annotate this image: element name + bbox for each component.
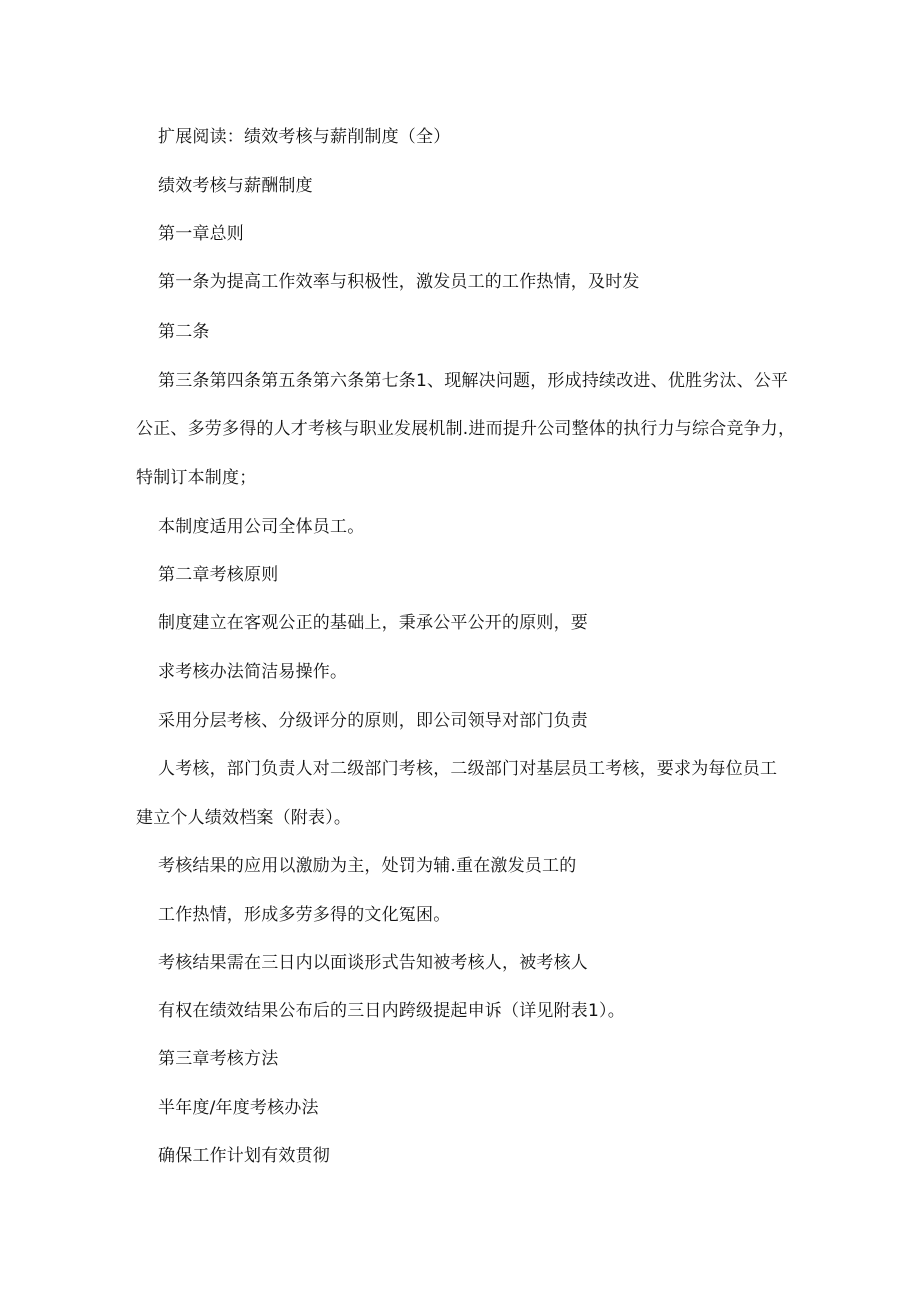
scope-text: 本制度适用公司全体员工。 [158,517,365,537]
principle-text: 考核结果需在三日内以面谈形式告知被考核人，被考核人 [158,953,588,973]
paragraph-continuation: 建立个人绩效档案（附表）。 [136,808,352,828]
article-2-text: 第二条 [158,322,210,342]
document-title: 绩效考核与薪酬制度 [158,176,313,196]
principle-text: 工作热情，形成多劳多得的文化冤困。 [158,905,451,925]
chapter-2-heading: 第二章考核原则 [158,565,279,585]
heading-extended-reading: 扩展阅读：绩效考核与薪削制度（全） [158,127,451,147]
principle-text: 有权在绩效结果公布后的三日内跨级提起申诉（详见附表1）。 [158,1001,625,1021]
chapter-3-heading: 第三章考核方法 [158,1049,279,1069]
principle-text: 采用分层考核、分级评分的原则，即公司领导对部门负责 [158,711,588,731]
principle-text: 考核结果的应用以激励为主，处罚为辅.重在激发员工的 [158,856,577,876]
method-subheading: 半年度/年度考核办法 [158,1098,319,1118]
principle-text: 人考核，部门负责人对二级部门考核，二级部门对基层员工考核，要求为每位员工 [158,759,778,779]
articles-3-7-text: 第三条第四条第五条第六条第七条1、现解决问题，形成持续改进、优胜劣汰、公平 [158,371,789,391]
method-text: 确保工作计划有效贯彻 [158,1146,330,1166]
chapter-1-heading: 第一章总则 [158,224,244,244]
paragraph-continuation: 特制订本制度； [136,468,257,488]
paragraph-continuation: 公正、多劳多得的人才考核与职业发展机制.进而提升公司整体的执行力与综合竞争力， [136,419,796,439]
article-1-text: 第一条为提高工作效率与积极性，激发员工的工作热情，及时发 [158,272,640,292]
principle-text: 求考核办法简洁易操作。 [158,662,348,682]
principle-text: 制度建立在客观公正的基础上，秉承公平公开的原则，要 [158,613,588,633]
